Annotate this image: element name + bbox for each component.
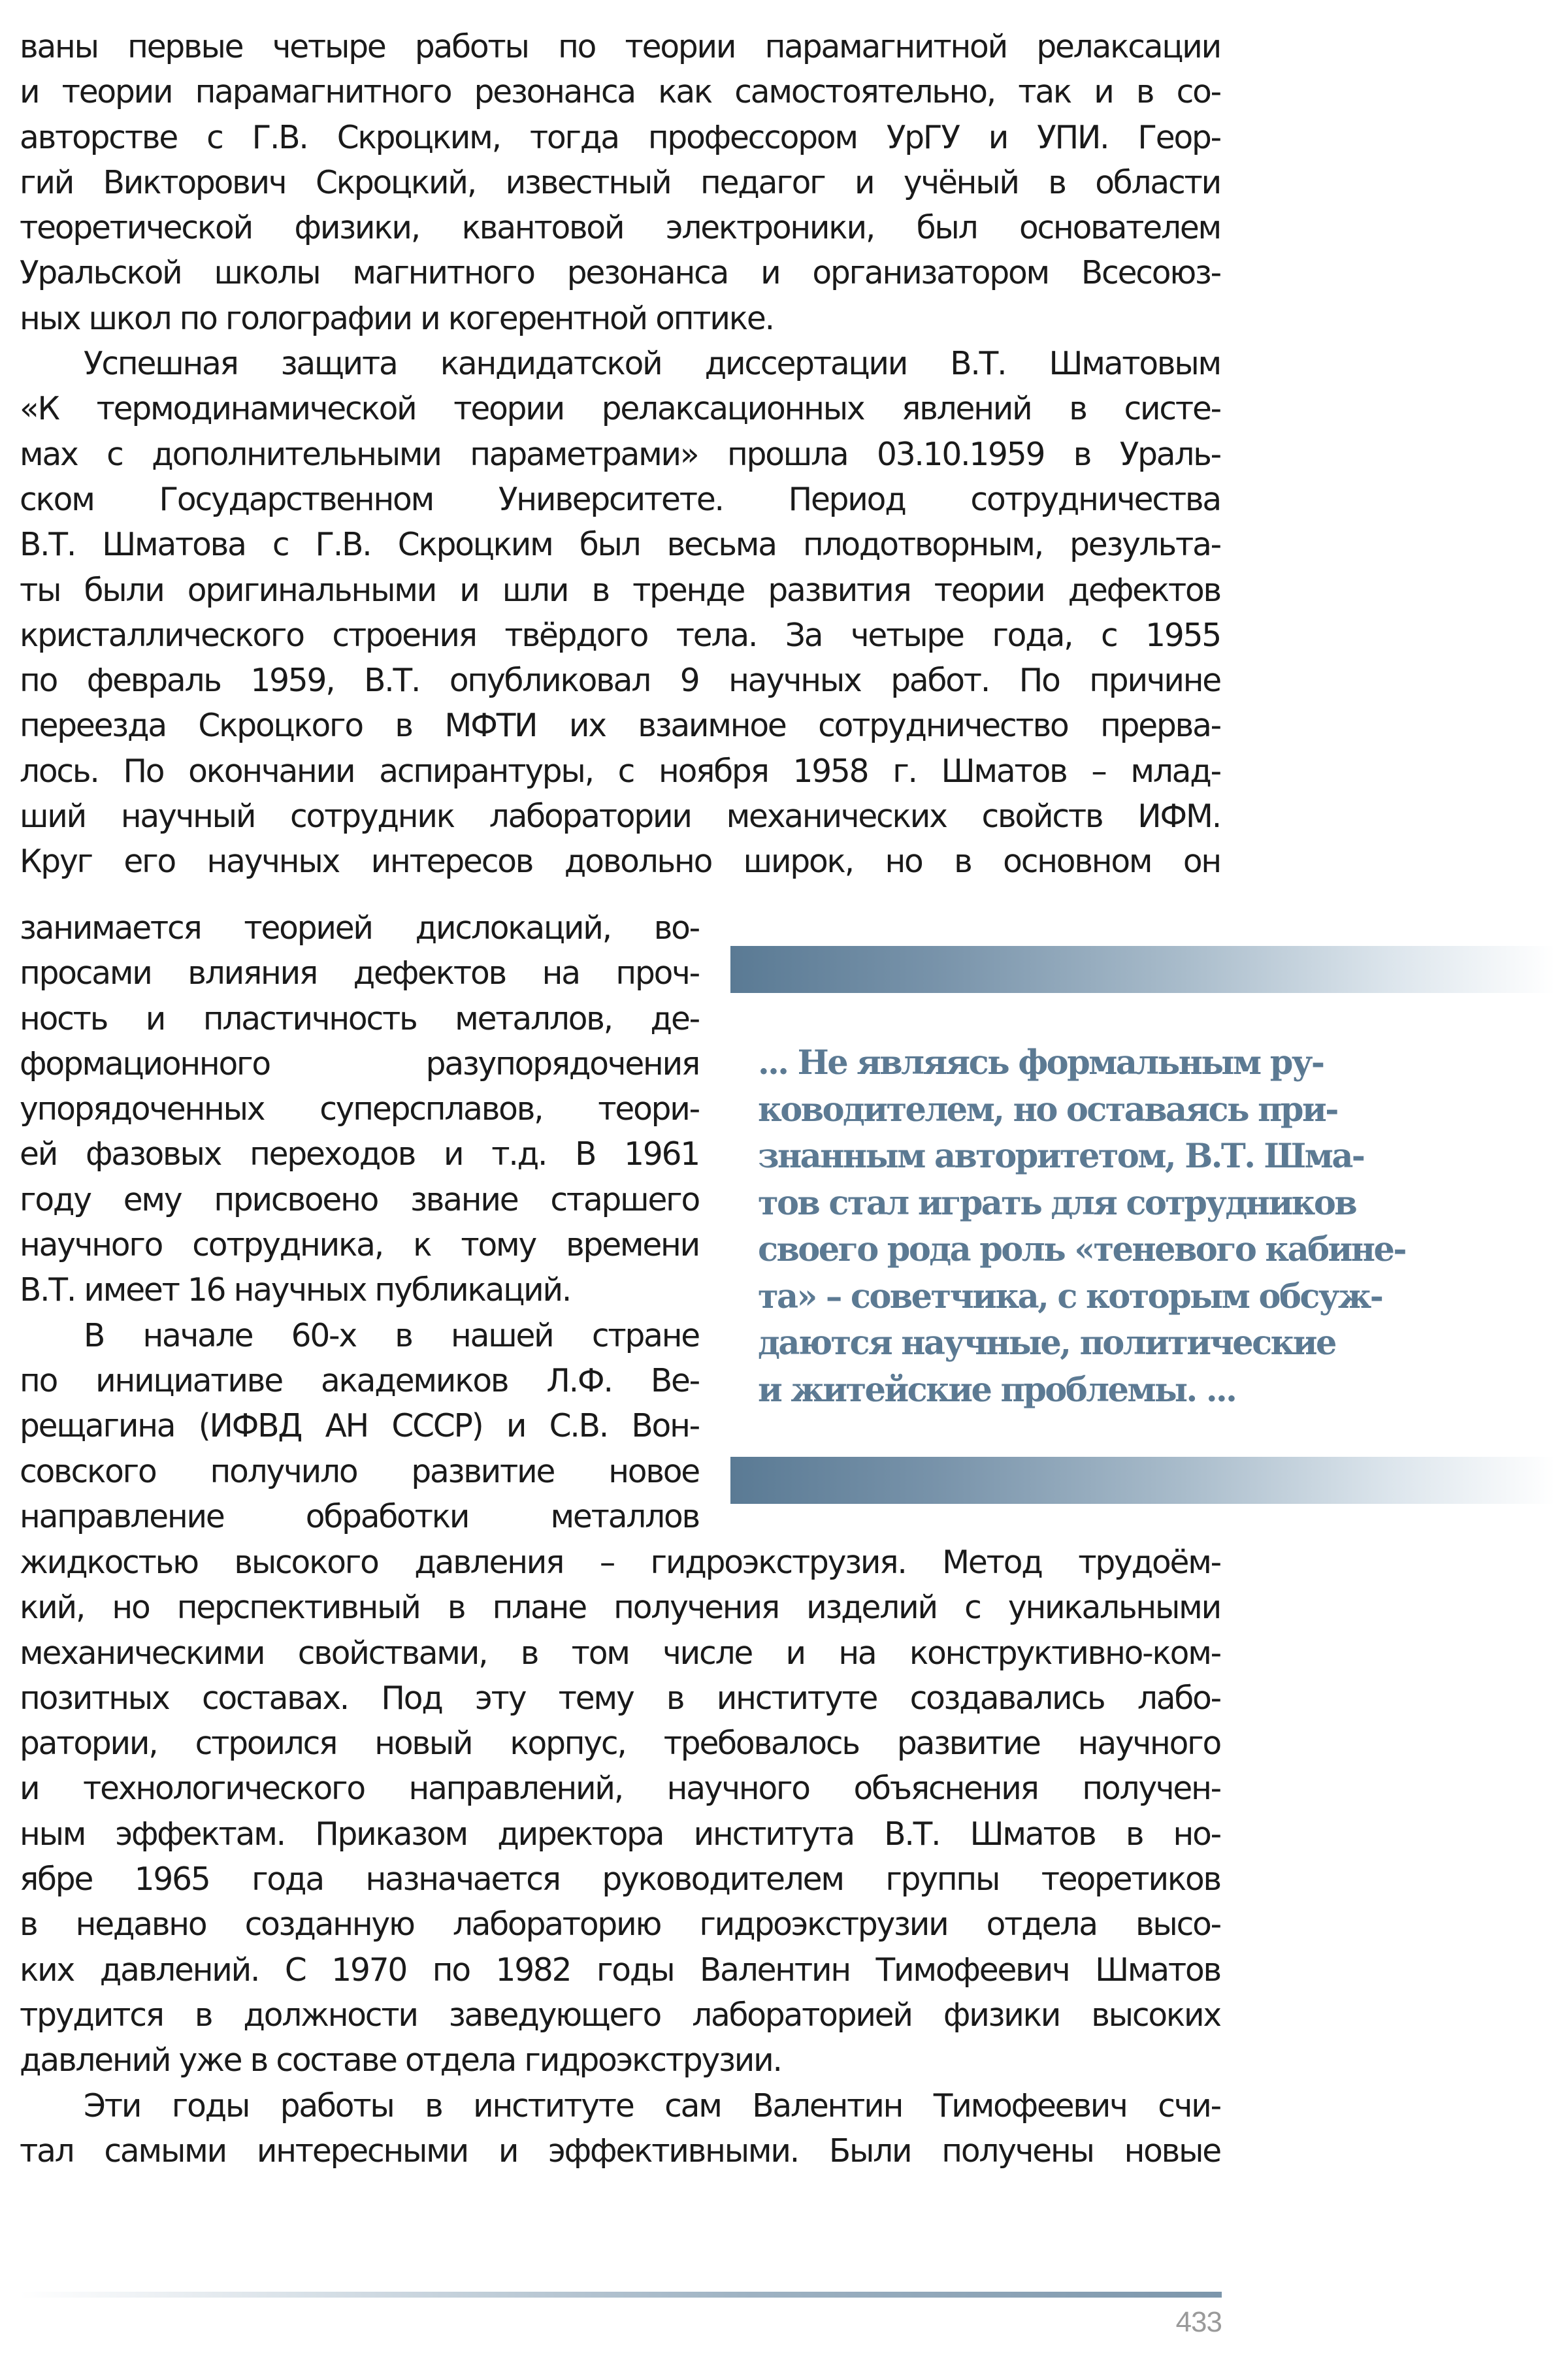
text-line: позитных составах. Под эту тему в институте создавались лабо- — [20, 1680, 1220, 1717]
text-line: ких давлений. С 1970 по 1982 годы Валентин Тимофеевич Шматов — [20, 1951, 1220, 1989]
text-line: ябре 1965 года назначается руководителем группы теоретиков — [20, 1861, 1220, 1898]
page-number: 433 — [1175, 2306, 1222, 2338]
text-line: В.Т. имеет 16 научных публикаций. — [20, 1272, 571, 1309]
text-line: ность и пластичность металлов, де- — [20, 1000, 699, 1037]
pull-quote — [758, 1040, 1542, 1414]
text-line: упорядоченных суперсплавов, теори- — [20, 1091, 699, 1128]
quote-line: знанным авторитетом, В.Т. Шма- — [758, 1137, 1364, 1176]
text-line: и технологического направлений, научного объяснения получен- — [20, 1770, 1220, 1808]
text-line: и теории парамагнитного резонанса как самостоятельно, так и в со- — [20, 74, 1220, 111]
text-line: ных школ по голографии и когерентной оптике. — [20, 300, 774, 337]
text-line: рещагина (ИФВД АН СССР) и С.В. Вон- — [20, 1408, 699, 1445]
text-line: направление обработки металлов — [20, 1498, 699, 1535]
text-line: по инициативе академиков Л.Ф. Ве- — [20, 1362, 699, 1399]
text-line: ший научный сотрудник лаборатории механических свойств ИФМ. — [20, 798, 1220, 836]
quote-line: тов стал играть для сотрудников — [758, 1183, 1356, 1223]
text-line: просами влияния дефектов на проч- — [20, 955, 699, 992]
text-line: кий, но перспективный в плане получения изделий с уникальными — [20, 1589, 1220, 1627]
footer-rule — [20, 2292, 1222, 2298]
text-line: Круг его научных интересов довольно широк, но в основном он — [20, 843, 1220, 881]
main-text-bottom — [20, 1540, 1220, 2174]
text-line: теоретической физики, квантовой электроники, был основателем — [20, 210, 1220, 247]
text-line: Уральской школы магнитного резонанса и организатором Всесоюз- — [20, 255, 1220, 292]
quote-line: ководителем, но оставаясь при- — [758, 1090, 1337, 1130]
text-line: мах с дополнительными параметрами» прошла 03.10.1959 в Ураль- — [20, 436, 1220, 473]
text-line: тал самыми интересными и эффективными. Были получены новые — [20, 2132, 1220, 2170]
quote-line: даются научные, политические — [758, 1324, 1335, 1363]
text-line: ваны первые четыре работы по теории парамагнитной релаксации — [20, 29, 1220, 65]
text-line: научного сотрудника, к тому времени — [20, 1227, 699, 1264]
text-line: ратории, строился новый корпус, требовалось развитие научного — [20, 1725, 1220, 1763]
quote-line: ... Не являясь формальным ру- — [758, 1043, 1324, 1082]
text-line: формационного разупорядочения — [20, 1045, 699, 1082]
text-line: занимается теорией дислокаций, во- — [20, 910, 699, 947]
text-line: трудится в должности заведующего лабораторией физики высоких — [20, 1996, 1220, 2034]
quote-top-bar — [730, 946, 1555, 993]
text-line: по февраль 1959, В.Т. опубликовал 9 научных работ. По причине — [20, 662, 1220, 700]
text-line: гий Викторович Скроцкий, известный педагог и учёный в области — [20, 164, 1220, 201]
text-line: В.Т. Шматова с Г.В. Скроцким был весьма плодотворным, результа- — [20, 527, 1220, 564]
text-line: ты были оригинальными и шли в тренде развития теории дефектов — [20, 572, 1220, 609]
text-line: году ему присвоено звание старшего — [20, 1181, 699, 1218]
text-line: «К термодинамической теории релаксационных явлений в систе- — [20, 391, 1220, 428]
paragraph-start-line: Эти годы работы в институте сам Валентин Тимофеевич счи- — [84, 2087, 1220, 2124]
text-line: совского получило развитие новое — [20, 1453, 699, 1490]
paragraph-start-line: В начале 60-х в нашей стране — [84, 1317, 699, 1354]
quote-line: своего рода роль «теневого кабине- — [758, 1230, 1405, 1269]
text-line: механическими свойствами, в том числе и на конструктивно-ком- — [20, 1635, 1220, 1672]
text-line: авторстве с Г.В. Скроцким, тогда профессором УрГУ и УПИ. Геор- — [20, 119, 1220, 156]
quote-line: и житейские проблемы. ... — [758, 1370, 1236, 1410]
text-line: жидкостью высокого давления – гидроэкструзия. Метод трудоём- — [20, 1544, 1220, 1581]
text-line: лось. По окончании аспирантуры, с ноября 1958 г. Шматов – млад- — [20, 753, 1220, 790]
text-line: ском Государственном Университете. Период сотрудничества — [20, 481, 1220, 518]
text-line: ей фазовых переходов и т.д. В 1961 — [20, 1136, 699, 1173]
text-line: давлений уже в составе отдела гидроэкструзии. — [20, 2042, 781, 2079]
narrow-text-column — [20, 906, 699, 1540]
quote-bottom-bar — [730, 1457, 1555, 1504]
text-line: переезда Скроцкого в МФТИ их взаимное сотрудничество прерва- — [20, 708, 1220, 745]
text-line: кристаллического строения твёрдого тела. За четыре года, с 1955 — [20, 617, 1220, 654]
quote-line: та» – советчика, с которым обсуж- — [758, 1277, 1382, 1316]
paragraph-start-line: Успешная защита кандидатской диссертации В.Т. Шматовым — [84, 346, 1220, 383]
text-line: ным эффектам. Приказом директора института В.Т. Шматов в но- — [20, 1815, 1220, 1853]
main-text-top — [20, 25, 1220, 885]
text-line: в недавно созданную лабораторию гидроэкструзии отдела высо- — [20, 1906, 1220, 1944]
